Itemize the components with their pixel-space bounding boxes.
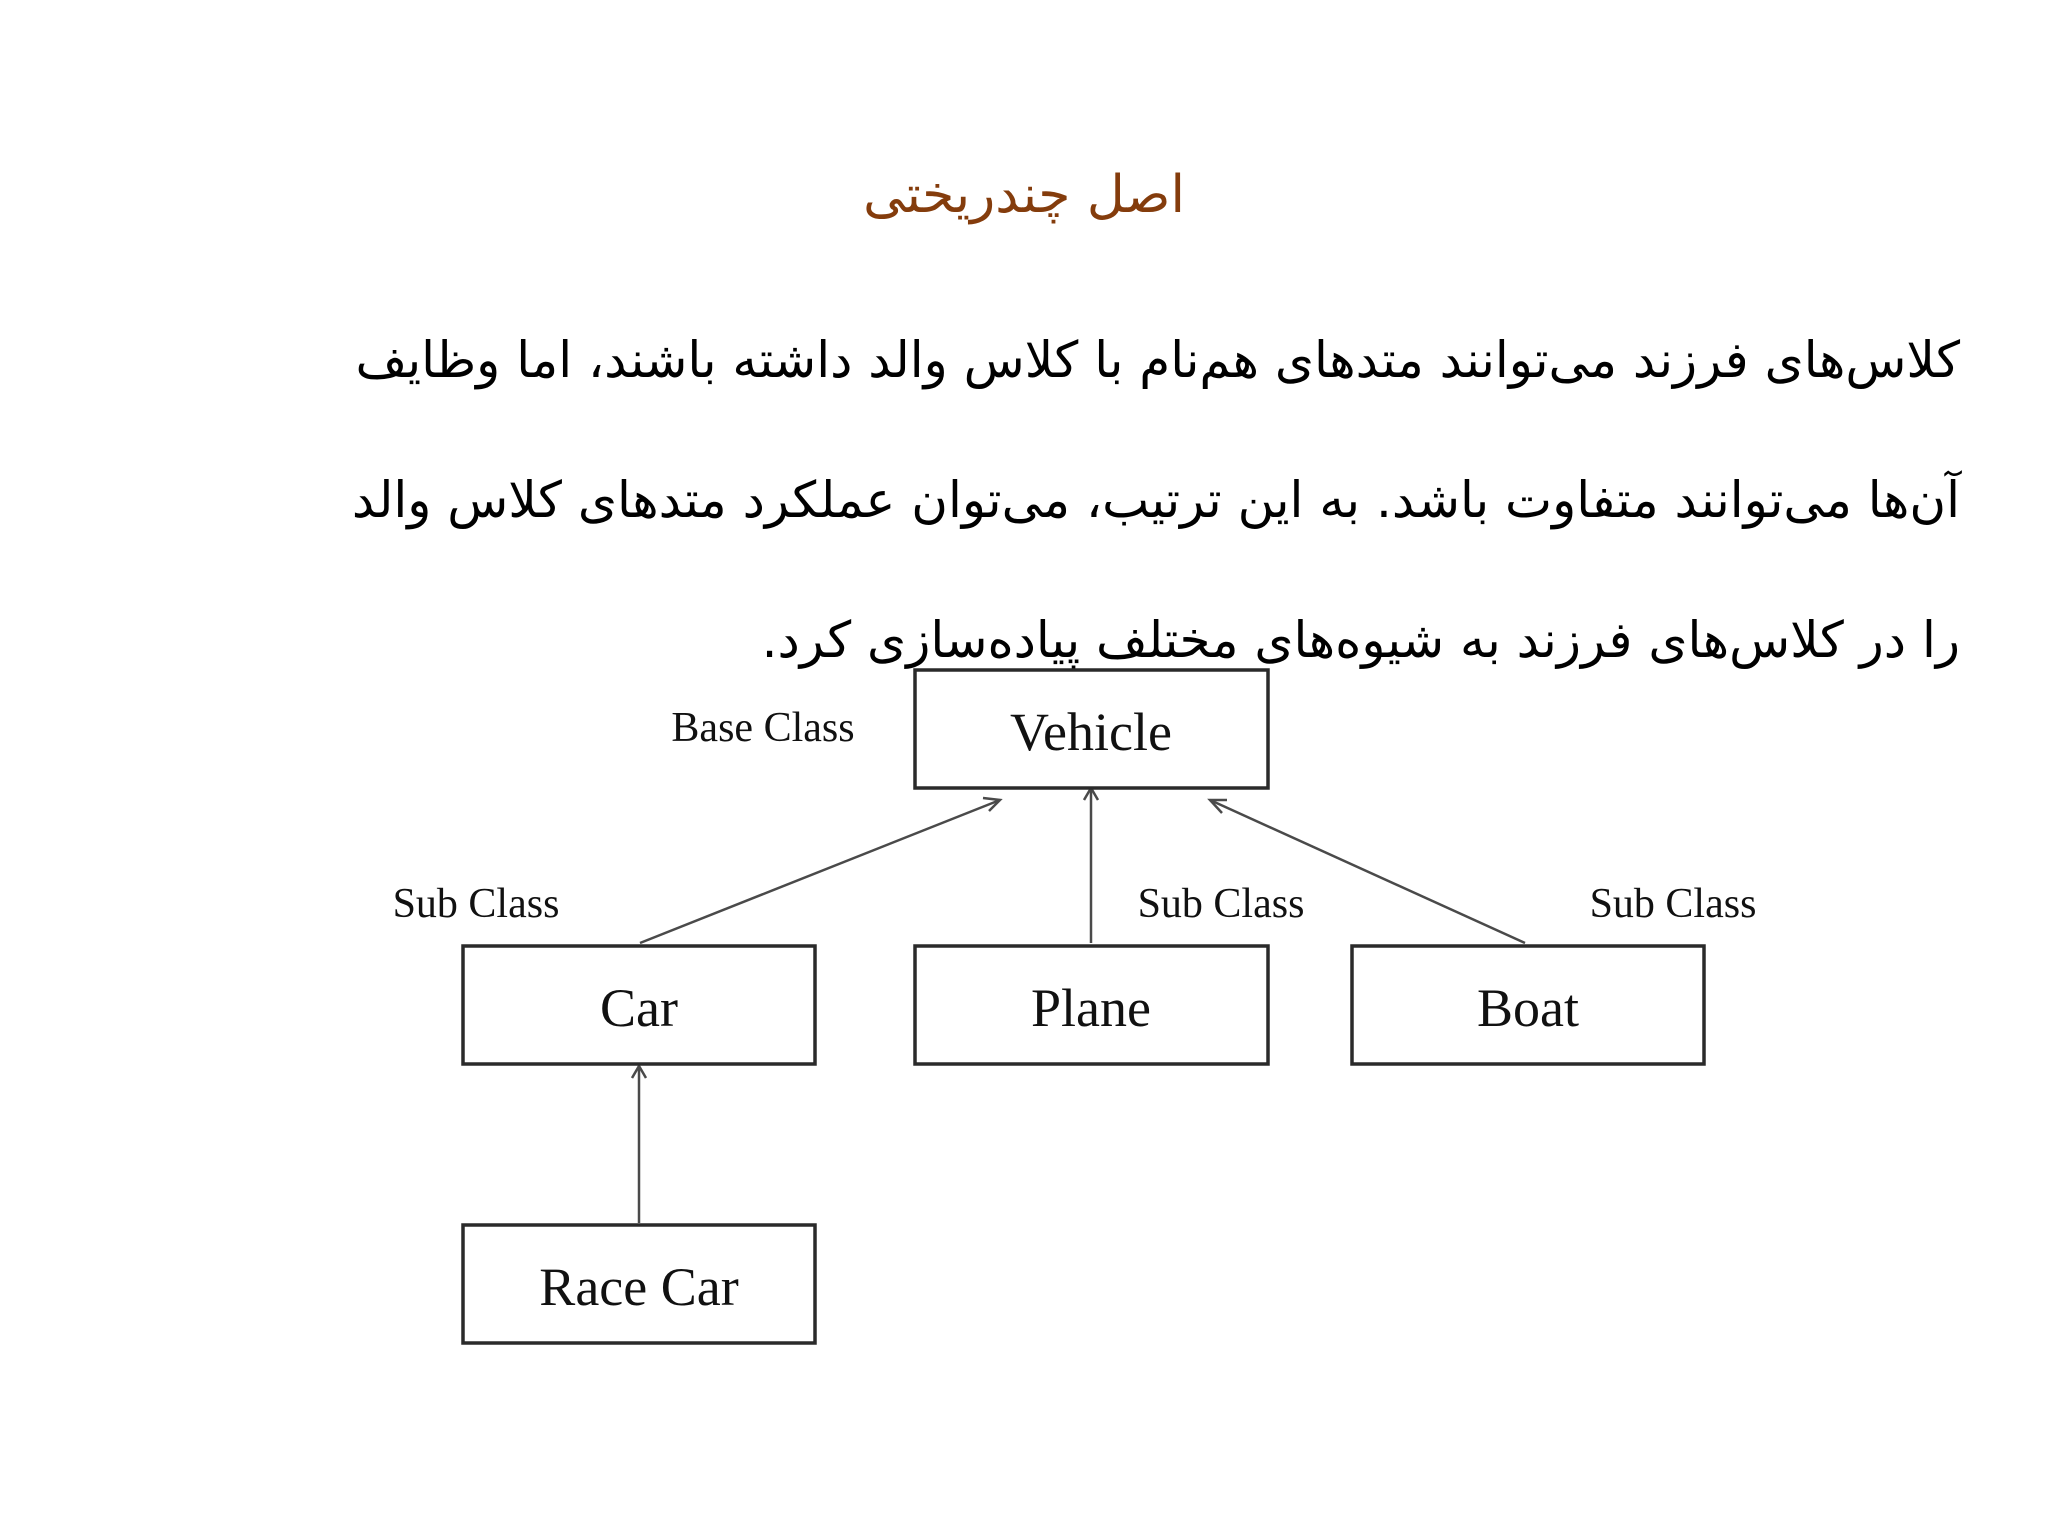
node-plane-label: Plane	[1031, 978, 1151, 1038]
body-line-3: را در کلاس‌های فرزند به شیوه‌های مختلف پیاده‌سازی کرد.	[761, 611, 1960, 669]
label-base-class: Base Class	[671, 705, 855, 751]
body-line-1: کلاس‌های فرزند می‌توانند متدهای هم‌نام با کلاس والد داشته باشند، اما وظایف	[355, 331, 1960, 389]
node-car-label: Car	[600, 978, 678, 1038]
node-plane	[915, 946, 1268, 1064]
node-race-car-label: Race Car	[539, 1257, 739, 1317]
node-race-car	[463, 1225, 815, 1343]
node-car	[463, 946, 815, 1064]
label-sub-class-plane: Sub Class	[1137, 881, 1305, 927]
edge-car-to-vehicle	[640, 800, 1000, 943]
slide-title: اصل چندریختی	[863, 165, 1185, 225]
node-boat	[1352, 946, 1704, 1064]
node-vehicle-label: Vehicle	[1010, 702, 1172, 762]
body-line-2: آن‌ها می‌توانند متفاوت باشد. به این ترتیب، می‌توان عملکرد متدهای کلاس والد	[351, 471, 1960, 529]
node-vehicle	[915, 670, 1268, 788]
node-boat-label: Boat	[1477, 978, 1579, 1038]
label-sub-class-car: Sub Class	[392, 881, 560, 927]
label-sub-class-boat: Sub Class	[1589, 881, 1757, 927]
